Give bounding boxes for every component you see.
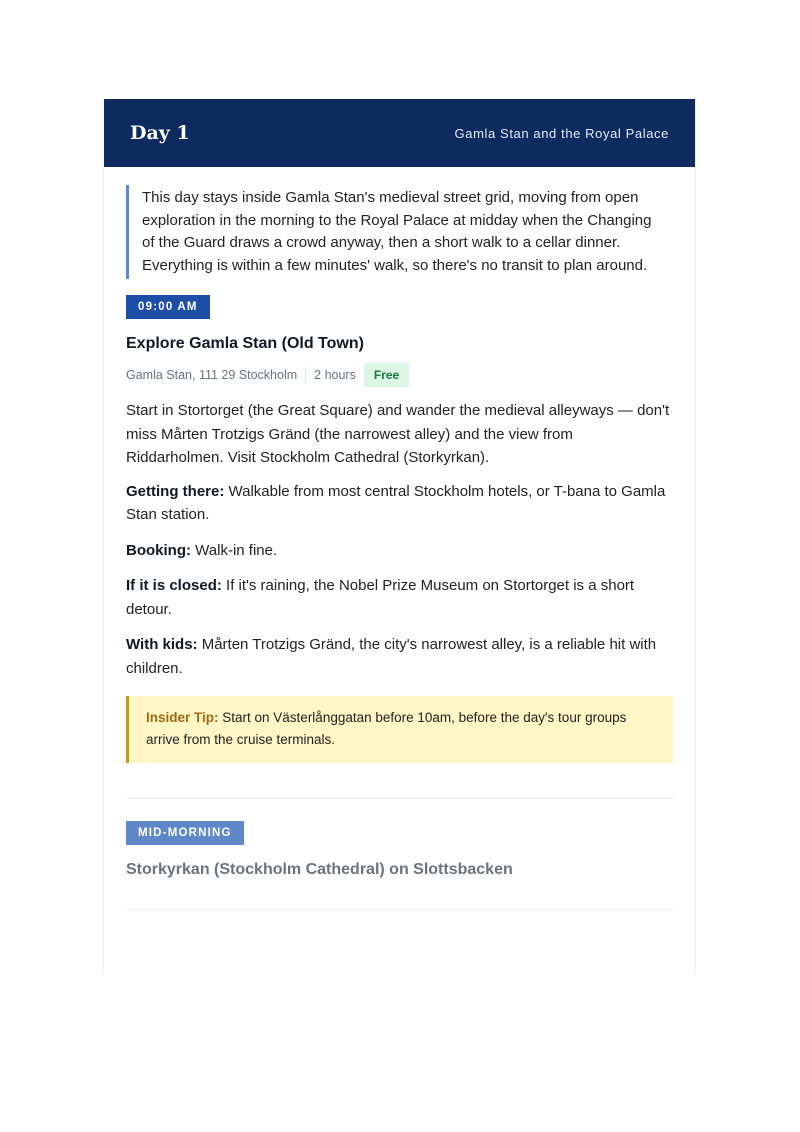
with-kids-text: Mårten Trotzigs Gränd, the city's narrowest alley, is a reliable hit with children. [126,636,657,677]
activity-meta [126,363,673,387]
activity-title: Explore Gamla Stan (Old Town) [126,335,364,353]
with-kids [126,633,673,680]
activity-title: Storkyrkan (Stockholm Cathedral) on Slottsbacken [126,861,513,879]
item-divider [126,909,673,910]
time-badge: MID-MORNING [126,821,244,845]
item-divider [126,797,673,799]
if-closed-label: If it is closed: [126,577,222,595]
time-badge: 09:00 AM [126,295,210,319]
booking [126,539,673,563]
day-subtitle: Gamla Stan and the Royal Palace [454,125,669,141]
activity-address: Gamla Stan, 111 29 Stockholm [126,368,298,383]
activity-description: Start in Stortorget (the Great Square) and wander the medieval alleyways — don't miss Mårten Trotzigs Gränd (the narrowest alley) and the view from Riddarholmen. Visit Stockholm Cathedral (Storkyrkan). [126,402,670,467]
price-badge: Free [364,363,409,387]
day-header [104,99,695,167]
if-closed-text: If it's raining, the Nobel Prize Museum on Stortorget is a short detour. [126,577,635,618]
day-intro: This day stays inside Gamla Stan's medieval street grid, moving from open exploration in the morning to the Royal Palace at midday when the Changing of the Guard draws a crowd anyway, then a short walk to a cellar dinner. Everything is within a few minutes' walk, so there's no transit to plan around. [126,185,673,279]
day-title: Day 1 [130,122,190,144]
itinerary-day-card [103,99,696,975]
with-kids-label: With kids: [126,636,198,654]
getting-there-label: Getting there: [126,482,225,500]
if-closed [126,574,673,621]
insider-tip-label: Insider Tip: [146,710,219,726]
activity-item [126,295,673,763]
insider-tip [126,696,673,763]
meta-divider [305,367,306,383]
day-body [104,167,695,910]
booking-text: Walk-in fine. [191,541,278,559]
getting-there-text: Walkable from most central Stockholm hotels, or T-bana to Gamla Stan station. [126,482,666,524]
activity-item [126,821,673,879]
booking-label: Booking: [126,541,191,559]
insider-tip-text: Start on Västerlånggatan before 10am, before the day's tour groups arrive from the cruise terminals. [146,710,627,748]
activity-duration: 2 hours [314,368,356,383]
getting-there [126,480,673,527]
